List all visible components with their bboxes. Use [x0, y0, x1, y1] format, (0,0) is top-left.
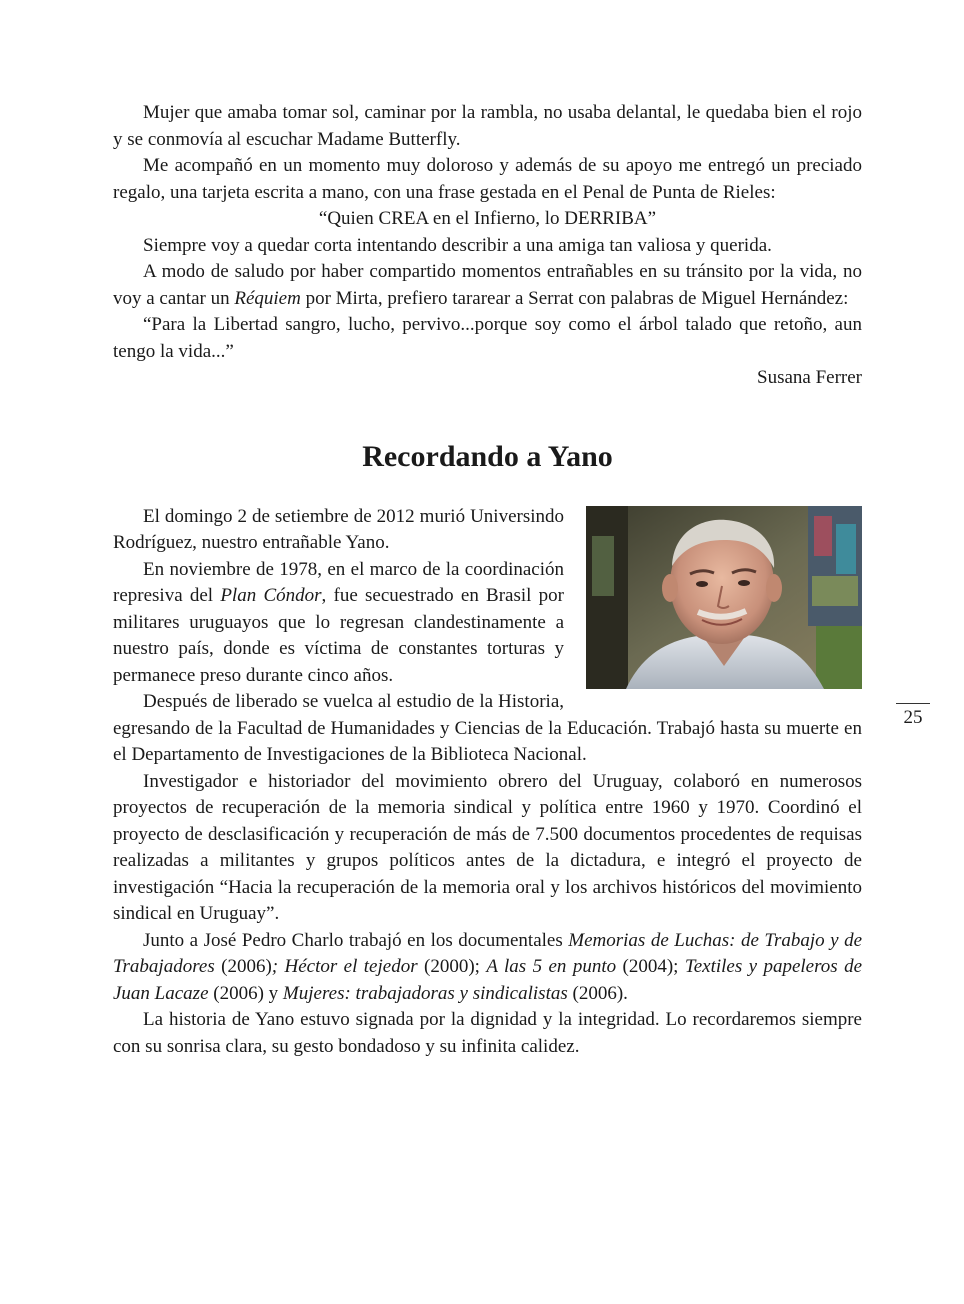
intro-paragraph-5: “Para la Libertad sangro, lucho, pervivo...porque soy como el árbol talado que retoño, aun tengo la vida...” — [113, 314, 862, 362]
text-run: por Mirta, prefiero tararear a Serrat con palabras de Miguel Hernández: — [300, 287, 849, 309]
text-run: (2006). — [567, 982, 628, 1004]
text-run: (2004); — [616, 956, 685, 977]
article-paragraph-5 — [113, 928, 862, 1008]
text-run: A modo de saludo por haber compartido momentos entrañables en su tránsito por la vida, no voy a cantar un — [113, 261, 862, 309]
italic-run: Mujeres: trabajadoras y sindicalistas — [282, 982, 568, 1004]
signature: Susana Ferrer — [757, 367, 862, 388]
intro-paragraph-3: Siempre voy a quedar corta intentando describir a una amiga tan valiosa y querida. — [143, 234, 772, 256]
article-paragraph-4: Investigador e historiador del movimiento obrero del Uruguay, colaboró en numerosos proyectos de recuperación de la memoria sindical y política entre 1960 y 1970. Coordinó el proyecto de desclasificación y recuperación de más de 7.500 documentos procedentes de requisas realizadas a militantes y grupos políticos antes de la dictadura, e integró el proyecto de investigación “Hacia la recuperación de la memoria oral y los archivos históricos del movimiento sindical en Uruguay”. — [113, 770, 862, 924]
intro-quote: “Quien CREA en el Infierno, lo DERRIBA” — [318, 208, 657, 229]
page-number: 25 — [896, 703, 930, 729]
article-paragraph-3: Después de liberado se vuelca al estudio de la Historia, egresando de la Facultad de Humanidades y Ciencias de la Educación. Trabajó hasta su muerte en el Departamento de Investigaciones de la Biblioteca Nacional. — [113, 691, 862, 765]
text-run: (2000); — [417, 956, 487, 977]
italic-run: Textiles y papeleros de Juan Lacaze — [113, 956, 863, 1004]
italic-run: A las 5 en punto — [486, 956, 617, 977]
intro-paragraph-4 — [113, 259, 862, 312]
text-run: , fue secuestrado en Brasil por militares uruguayos que lo regresan clandestinamente a nuestro país, donde es víctima de constantes torturas y permanece preso durante cinco años. — [113, 585, 565, 686]
text-run: (2006) — [214, 956, 272, 977]
italic-run: Réquiem — [234, 287, 301, 309]
italic-run: ; Héctor el tejedor — [271, 956, 418, 977]
article-paragraph-6: La historia de Yano estuvo signada por la dignidad y la integridad. Lo recordaremos siempre con su sonrisa clara, su gesto bondadoso y su infinita calidez. — [113, 1009, 862, 1057]
article-paragraph-1: El domingo 2 de setiembre de 2012 murió Universindo Rodríguez, nuestro entrañable Yano. — [113, 505, 564, 553]
text-run: Junto a José Pedro Charlo trabajó en los documentales — [143, 929, 569, 951]
italic-run: Memorias de Luchas: de Trabajo y de Trabajadores — [113, 929, 863, 977]
italic-run: Plan Cóndor — [220, 585, 322, 606]
text-run: En noviembre de 1978, en el marco de la coordinación represiva del — [113, 558, 564, 606]
intro-paragraph-1: Mujer que amaba tomar sol, caminar por la rambla, no usaba delantal, le quedaba bien el rojo y se conmovía al escuchar Madame Butterfly. — [113, 102, 862, 150]
article-title: Recordando a Yano — [362, 439, 613, 473]
intro-paragraph-2: Me acompañó en un momento muy doloroso y además de su apoyo me entregó un preciado regalo, una tarjeta escrita a mano, con una frase gestada en el Penal de Punta de Rieles: — [113, 155, 862, 203]
text-run: (2006) y — [208, 982, 283, 1004]
portrait-photo — [586, 506, 862, 689]
page-body — [113, 100, 862, 1060]
